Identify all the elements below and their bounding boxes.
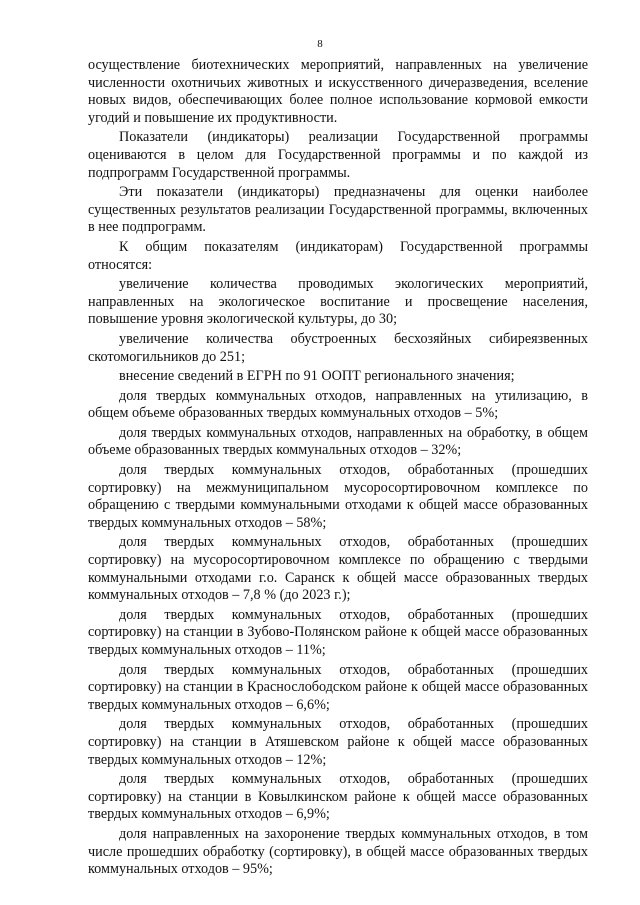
list-item: увеличение количества проводимых экологических мероприятий, направленных на экологическое воспитание и просвещение населения, повышение уровня экологической культуры, до 30; [88,276,588,328]
paragraph: Эти показатели (индикаторы) предназначены для оценки наиболее существенных результатов реализации Государственной программы, включенных в нее подпрограмм. [88,184,588,236]
list-item: внесение сведений в ЕГРН по 91 ООПТ регионального значения; [119,368,515,385]
list-item: доля твердых коммунальных отходов, обработанных (прошедших сортировку) на станции в Ковылкинском районе к общей массе образованных твердых коммунальных отходов – 6,9%; [88,771,588,823]
list-item: доля твердых коммунальных отходов, направленных на утилизацию, в общем объеме образованных твердых коммунальных отходов – 5%; [88,387,588,422]
list-item: доля направленных на захоронение твердых коммунальных отходов, в том числе прошедших обработку (сортировку), в общей массе образованных твердых коммунальных отходов – 95%; [88,825,588,878]
list-item: доля твердых коммунальных отходов, обработанных (прошедших сортировку) на станции в Атяшевском районе к общей массе образованных твердых коммунальных отходов – 12%; [88,716,588,768]
paragraph: осуществление биотехнических мероприятий, направленных на увеличение численности охотничьих животных и искусственного дичеразведения, вселение новых видов, обеспечивающих более полное использование кормовой емкости угодий и повышение их продуктивности. [88,57,588,126]
list-item: доля твердых коммунальных отходов, обработанных (прошедших сортировку) на станции в Зубово-Полянском районе к общей массе образованных твердых коммунальных отходов – 11%; [88,606,588,658]
list-item: доля твердых коммунальных отходов, обработанных (прошедших сортировку) на станции в Краснослободском районе к общей массе образованных твердых коммунальных отходов – 6,6%; [88,661,588,713]
paragraph: К общим показателям (индикаторам) Государственной программы относятся: [88,238,588,273]
list-item: доля твердых коммунальных отходов, обработанных (прошедших сортировку) на межмуниципальном мусоросортировочном комплексе по обращению с твердыми коммунальными отходами к общей массе образованных твердых коммунальных отходов – 58%; [88,462,588,531]
body-text [88,57,588,881]
list-item: увеличение количества обустроенных бесхозяйных сибиреязвенных скотомогильников до 251; [88,330,588,365]
page-number: 8 [317,38,323,50]
list-item: доля твердых коммунальных отходов, обработанных (прошедших сортировку) на мусоросортировочном комплексе по обращению с твердыми коммунальными отходами г.о. Саранск к общей массе образованных твердых коммунальных отходов – 7,8 % (до 2023 г.); [88,534,588,604]
paragraph: Показатели (индикаторы) реализации Государственной программы оцениваются в целом для Государственной программы и по каждой из подпрограмм Государственной программы. [88,129,588,181]
list-item: доля твердых коммунальных отходов, направленных на обработку, в общем объеме образованных твердых коммунальных отходов – 32%; [88,424,588,459]
